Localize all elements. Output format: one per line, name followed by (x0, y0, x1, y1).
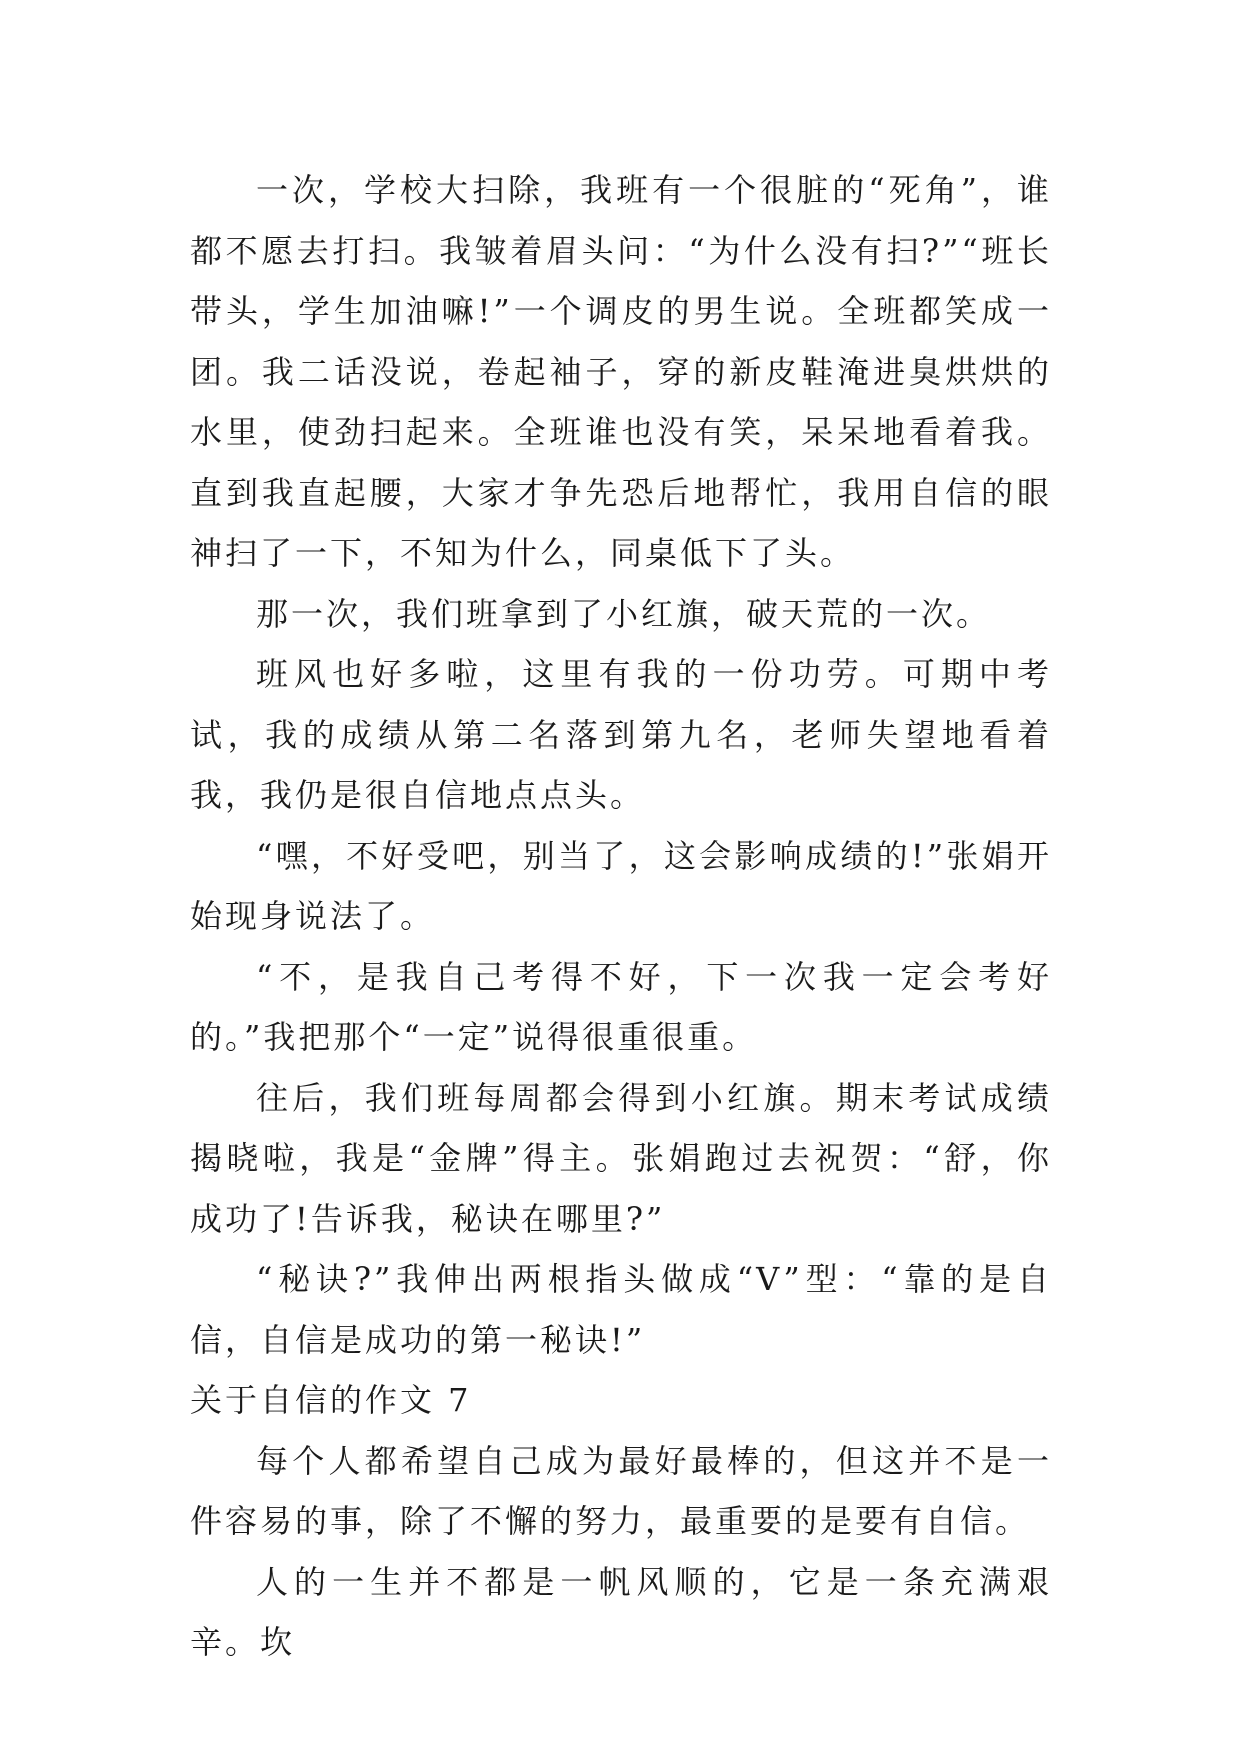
paragraph-everyone-hopes: 每个人都希望自己成为最好最棒的，但这并不是一件容易的事，除了不懈的努力，最重要的是要有自信。 (190, 1441, 1052, 1540)
document-body (190, 160, 1052, 1673)
paragraph-cleanup: 一次，学校大扫除，我班有一个很脏的“死角”，谁都不愿去打扫。我皱着眉头问：“为什么没有扫?”“班长带头，学生加油嘛!”一个调皮的男生说。全班都笑成一团。我二话没说，卷起袖子，穿的新皮鞋淹进臭烘烘的水里，使劲扫起来。全班谁也没有笑，呆呆地看着我。直到我直起腰，大家才争先恐后地帮忙，我用自信的眼神扫了一下，不知为什么，同桌低下了头。 (190, 171, 1052, 572)
paragraph-red-flag: 那一次，我们班拿到了小红旗，破天荒的一次。 (256, 594, 992, 633)
section-heading: 关于自信的作文 7 (190, 1381, 472, 1419)
paragraph-zhangjuan-advice: “嘿，不好受吧，别当了，这会影响成绩的!”张娟开始现身说法了。 (190, 836, 1052, 935)
paragraph-final-exam: 往后，我们班每周都会得到小红旗。期末考试成绩揭晓啦，我是“金牌”得主。张娟跑过去祝贺：“舒，你成功了!告诉我，秘诀在哪里?” (190, 1078, 1052, 1238)
paragraph-reply: “不，是我自己考得不好，下一次我一定会考好的。”我把那个“一定”说得很重很重。 (190, 957, 1052, 1056)
paragraph-life-not-smooth: 人的一生并不都是一帆风顺的，它是一条充满艰辛。坎 (190, 1562, 1052, 1661)
paragraph-secret: “秘诀?”我伸出两根指头做成“V”型：“靠的是自信，自信是成功的第一秘诀!” (190, 1260, 1052, 1359)
paragraph-midterm: 班风也好多啦，这里有我的一份功劳。可期中考试，我的成绩从第二名落到第九名，老师失望地看着我，我仍是很自信地点点头。 (190, 655, 1052, 814)
